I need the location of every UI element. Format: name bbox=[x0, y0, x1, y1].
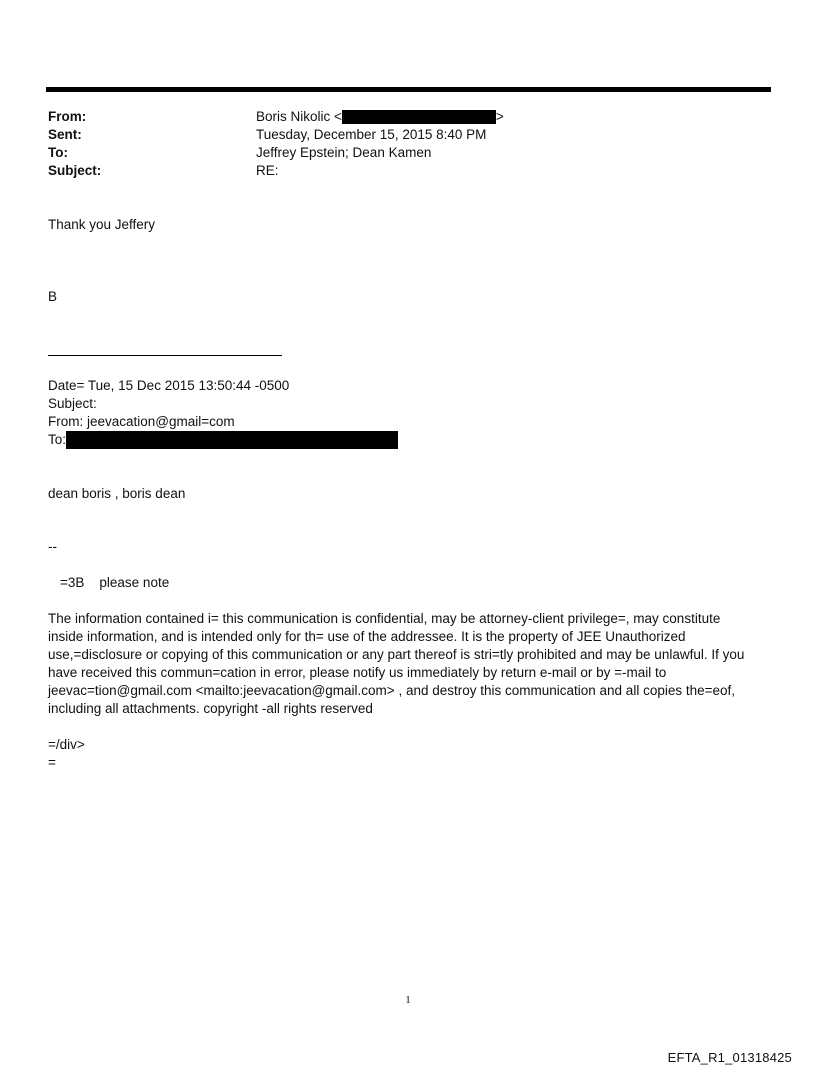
please-note-text: =3B please note bbox=[60, 575, 170, 590]
from-name: Boris Nikolic < bbox=[256, 109, 342, 124]
header-divider-bar bbox=[46, 87, 771, 92]
from-label: From: bbox=[48, 109, 87, 124]
disclaimer-line: jeevac=tion@gmail.com <mailto:jeevacation@gmail.com> , and destroy this communication and all copies the=eof, bbox=[48, 683, 736, 698]
disclaimer-paragraph bbox=[48, 610, 763, 718]
div-tag-text: =/div> bbox=[48, 737, 85, 752]
equals-text: = bbox=[48, 755, 56, 770]
quoted-from-line: From: jeevacation@gmail=com bbox=[48, 414, 235, 429]
disclaimer-line: inside information, and is intended only for th= use of the addressee. It is the property of JEE Unauthorized bbox=[48, 629, 686, 644]
disclaimer-line: have received this commun=cation in error, please notify us immediately by return e-mail or by =-mail to bbox=[48, 665, 667, 680]
from-value bbox=[256, 108, 504, 126]
quoted-subject-line: Subject: bbox=[48, 396, 97, 411]
greeting-text: Thank you Jeffery bbox=[48, 217, 156, 232]
quoted-date-line: Date= Tue, 15 Dec 2015 13:50:44 -0500 bbox=[48, 378, 290, 393]
sent-label: Sent: bbox=[48, 127, 82, 142]
to-label: To: bbox=[48, 145, 68, 160]
signoff-text: B bbox=[48, 289, 58, 304]
quoted-to-prefix: To: bbox=[48, 432, 67, 447]
from-suffix: > bbox=[495, 109, 504, 124]
subject-label: Subject: bbox=[48, 163, 102, 178]
redaction-box bbox=[66, 431, 398, 449]
to-value: Jeffrey Epstein; Dean Kamen bbox=[256, 145, 432, 160]
sent-value: Tuesday, December 15, 2015 8:40 PM bbox=[256, 127, 487, 142]
page-number: 1 bbox=[405, 994, 411, 1006]
document-id: EFTA_R1_01318425 bbox=[667, 1050, 792, 1065]
quoted-message-text: dean boris , boris dean bbox=[48, 486, 186, 501]
disclaimer-line: use,=disclosure or copying of this communication or any part thereof is stri=tly prohibited and may be unlawful. If you bbox=[48, 647, 745, 662]
subject-value: RE: bbox=[256, 163, 279, 178]
disclaimer-line: including all attachments. copyright -all rights reserved bbox=[48, 701, 373, 716]
quote-separator-line bbox=[48, 355, 282, 356]
redaction-box bbox=[342, 110, 496, 124]
signature-dashes: -- bbox=[48, 539, 57, 554]
quoted-to-line bbox=[48, 431, 398, 449]
disclaimer-line: The information contained i= this communication is confidential, may be attorney-client privilege=, may constitute bbox=[48, 611, 721, 626]
